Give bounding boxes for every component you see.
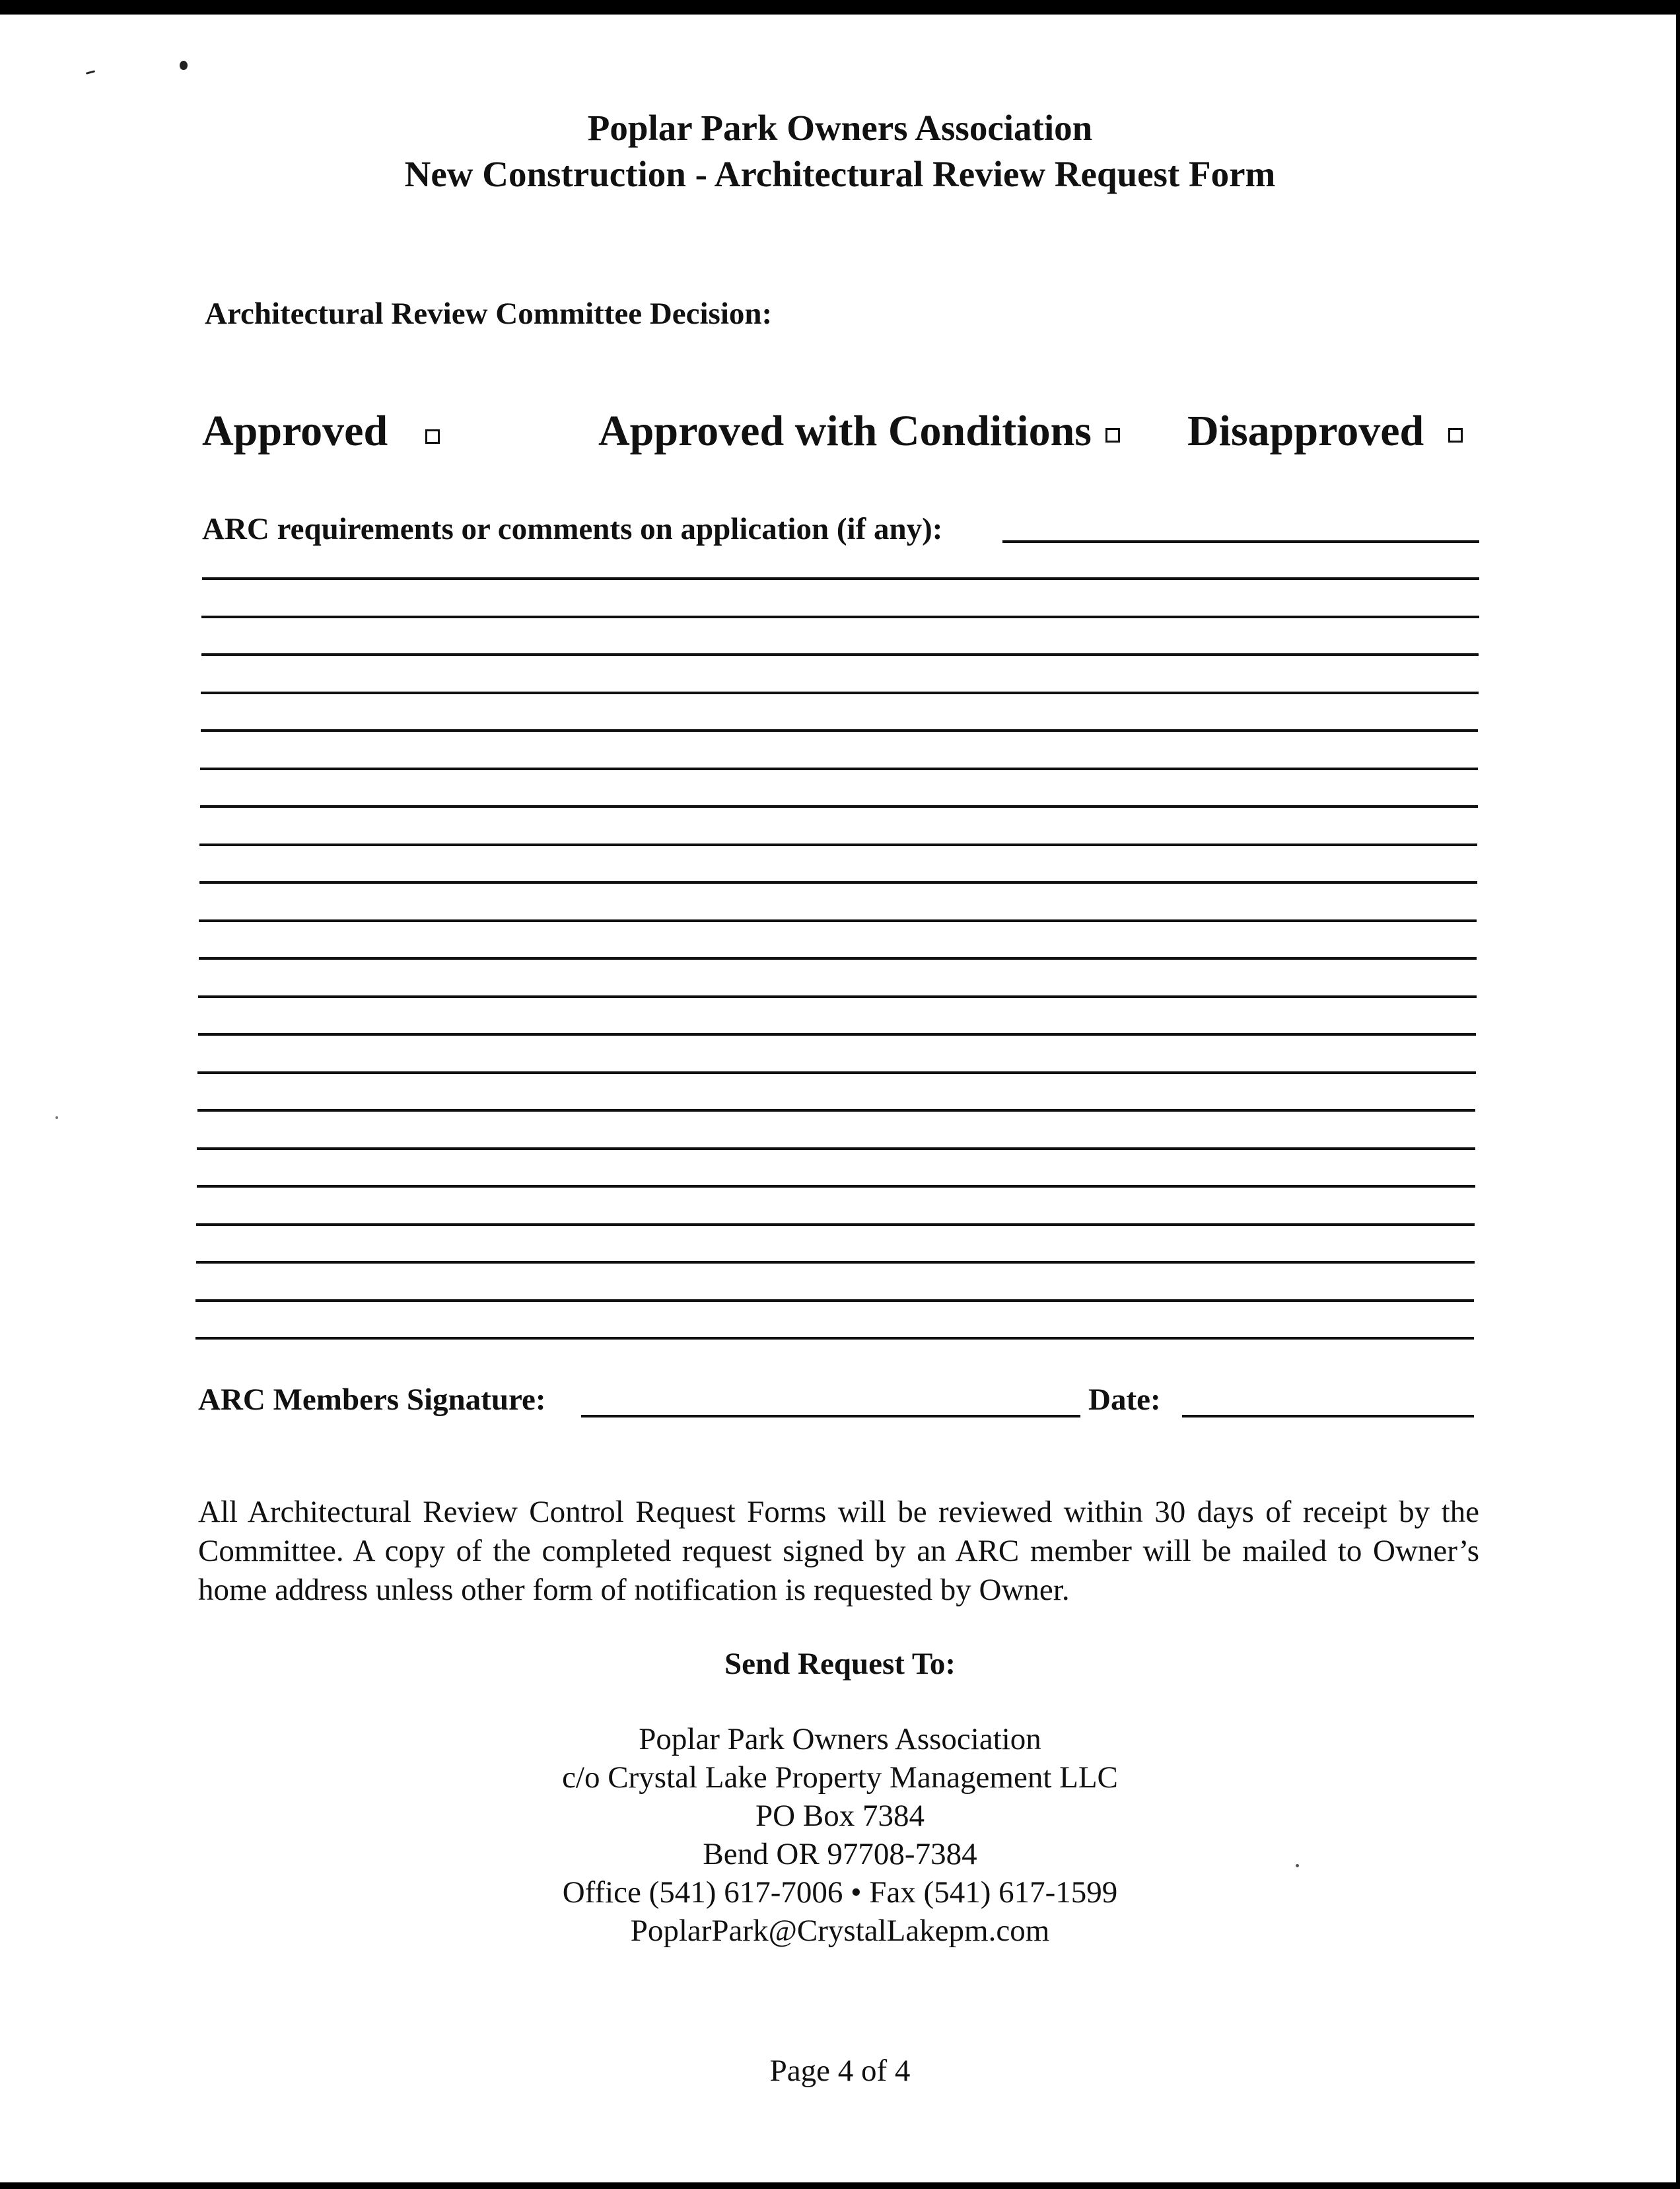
review-notice: All Architectural Review Control Request Forms will be reviewed within 30 days of receipt by the Committee. A copy of the completed request signed by an ARC member will be mailed to Owner’s home address unless other form of notification is requested by Owner. xyxy=(198,1495,1479,1607)
disapproved-checkbox[interactable] xyxy=(1448,428,1463,443)
comment-rule-line[interactable] xyxy=(199,919,1477,922)
comment-rule-line[interactable] xyxy=(195,1337,1474,1340)
comment-rule-line[interactable] xyxy=(198,1033,1476,1036)
comments-field-line[interactable] xyxy=(1002,540,1479,543)
approved-checkbox[interactable] xyxy=(425,429,440,444)
comment-rule-line[interactable] xyxy=(201,653,1479,656)
comment-rule-line[interactable] xyxy=(197,1071,1476,1074)
form-title: New Construction - Architectural Review Request Form xyxy=(404,154,1276,194)
comment-rule-line[interactable] xyxy=(196,1223,1475,1226)
decision-disapproved-label: Disapproved xyxy=(1187,407,1424,455)
scan-edge-bottom xyxy=(0,2182,1680,2189)
address-email: PoplarPark@CrystalLakepm.com xyxy=(630,1914,1050,1948)
address-name: Poplar Park Owners Association xyxy=(639,1722,1041,1756)
decision-section-label: Architectural Review Committee Decision: xyxy=(205,297,773,331)
address-city: Bend OR 97708-7384 xyxy=(703,1837,977,1871)
comment-rule-line[interactable] xyxy=(196,1261,1475,1264)
comment-rule-line[interactable] xyxy=(202,577,1479,580)
comment-rule-line[interactable] xyxy=(201,692,1479,694)
scan-edge-top xyxy=(0,0,1680,15)
comment-rule-line[interactable] xyxy=(197,1109,1475,1112)
scan-speck xyxy=(55,1116,58,1119)
address-phone-fax: Office (541) 617-7006 • Fax (541) 617-1599 xyxy=(562,1875,1118,1910)
date-label: Date: xyxy=(1088,1382,1161,1417)
comment-rule-line[interactable] xyxy=(201,729,1478,732)
comments-label: ARC requirements or comments on application (if any): xyxy=(202,512,943,546)
comment-rule-line[interactable] xyxy=(200,768,1478,770)
decision-approved-with-conditions-label: Approved with Conditions xyxy=(598,407,1092,455)
address-po-box: PO Box 7384 xyxy=(755,1799,925,1833)
send-request-heading: Send Request To: xyxy=(724,1647,956,1681)
scan-speck xyxy=(86,70,95,75)
comment-rule-line[interactable] xyxy=(197,1147,1475,1150)
comment-rule-line[interactable] xyxy=(201,616,1479,618)
address-care-of: c/o Crystal Lake Property Management LLC xyxy=(562,1760,1118,1795)
comment-rule-line[interactable] xyxy=(197,1185,1475,1188)
comment-rule-line[interactable] xyxy=(199,843,1477,846)
organization-title: Poplar Park Owners Association xyxy=(587,108,1093,148)
approved-with-conditions-checkbox[interactable] xyxy=(1105,428,1120,443)
comment-rule-line[interactable] xyxy=(199,881,1477,884)
scan-speck xyxy=(180,61,188,70)
signature-label: ARC Members Signature: xyxy=(198,1382,546,1417)
date-field[interactable] xyxy=(1182,1415,1474,1417)
comment-rule-line[interactable] xyxy=(195,1299,1474,1302)
decision-approved-label: Approved xyxy=(202,407,388,455)
comment-rule-line[interactable] xyxy=(200,805,1478,808)
signature-field[interactable] xyxy=(581,1415,1080,1417)
comment-rule-line[interactable] xyxy=(198,995,1477,998)
comment-rule-line[interactable] xyxy=(199,957,1477,960)
page-number: Page 4 of 4 xyxy=(769,2054,911,2088)
